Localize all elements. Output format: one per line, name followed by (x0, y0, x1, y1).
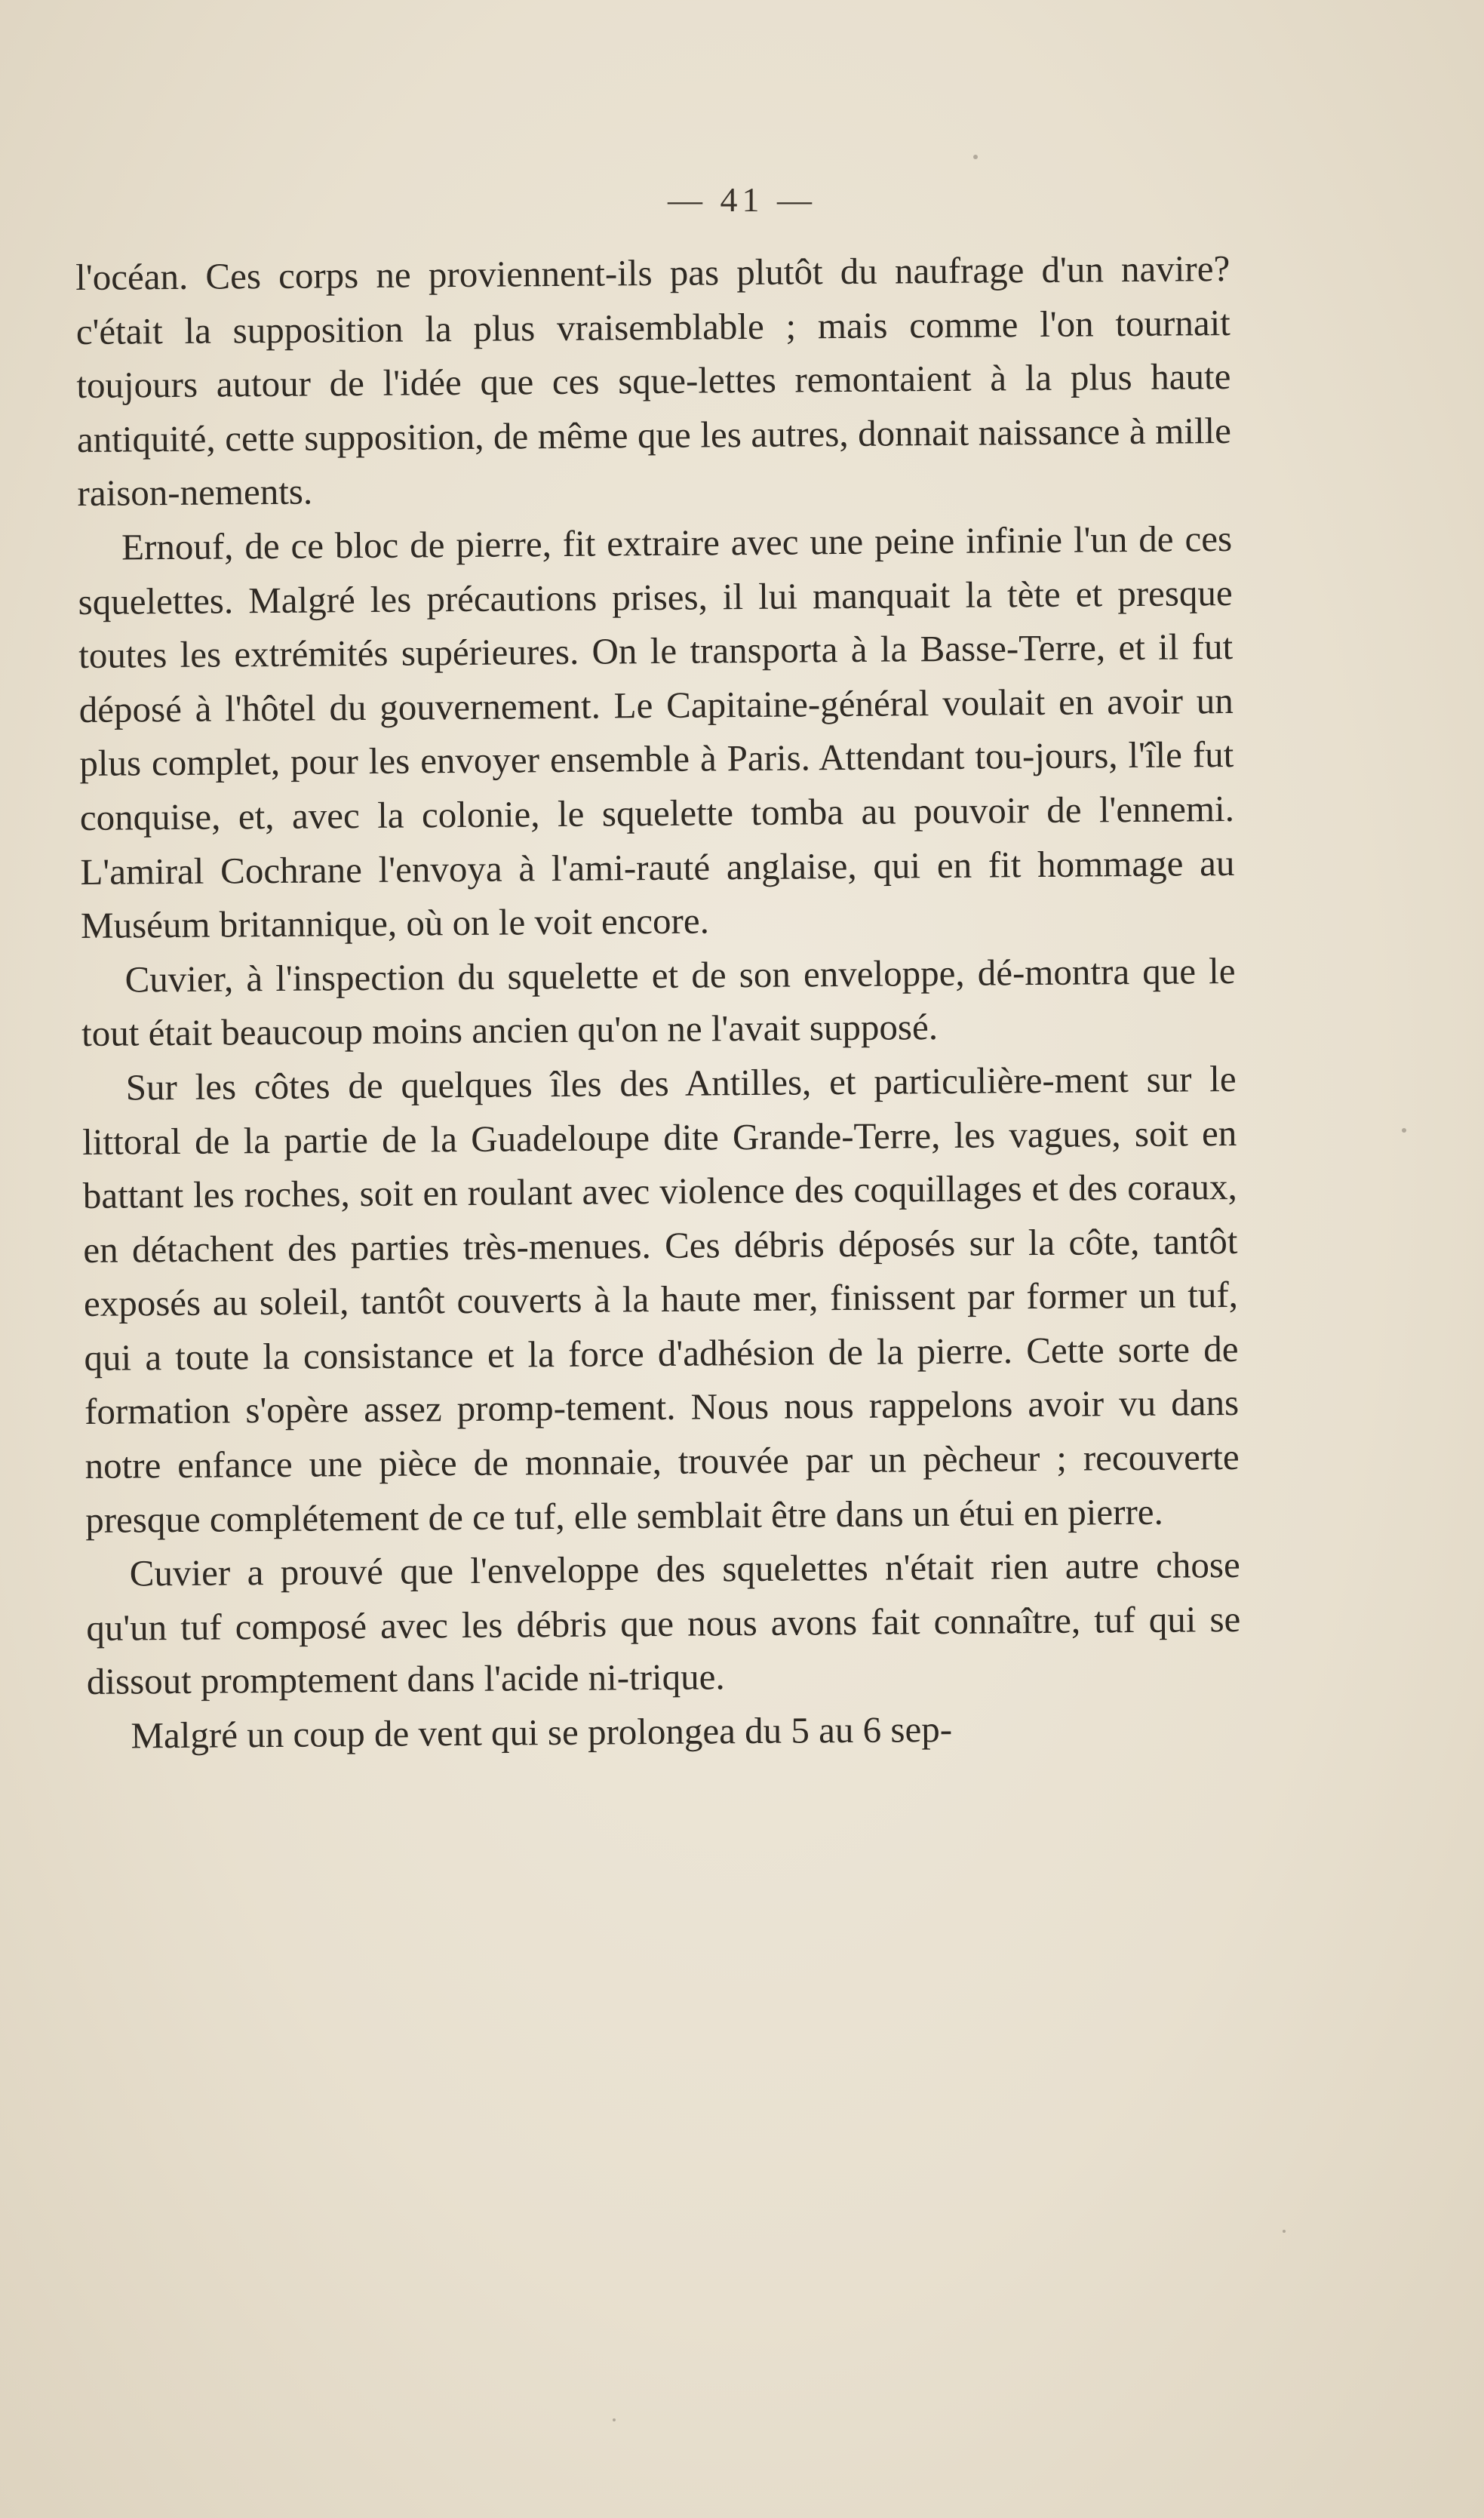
paragraph-continuation: l'océan. Ces corps ne proviennent-ils pas plutôt du naufrage d'un navire? c'était la supposition la plus vraisemblable ; mais comme l'on tournait toujours autour de l'idée que ces sque-lettes remontaient à la plus haute antiquité, cette supposition, de même que les autres, donnait naissance à mille raison-nements. (75, 247, 1232, 515)
paper-speck (613, 2418, 616, 2421)
paper-speck (1402, 1128, 1406, 1133)
paragraph: Sur les côtes de quelques îles des Antilles, et particulière-ment sur le littoral de la partie de la Guadeloupe dite Grande-Terre, les vagues, soit en battant les roches, soit en roulant avec violence des coquillages et des coraux, en détachent des parties très-menues. Ces débris déposés sur la côte, tantôt exposés au soleil, tantôt couverts à la haute mer, finissent par former un tuf, qui a toute la consistance et la force d'adhésion de la pierre. Cette sorte de formation s'opère assez promp-tement. Nous nous rappelons avoir vu dans notre enfance une pièce de monnaie, trouvée par un pècheur ; recouverte presque complétement de ce tuf, elle semblait être dans un étui en pierre. (82, 1057, 1240, 1541)
body-text (75, 241, 1242, 1763)
paragraph: Ernouf, de ce bloc de pierre, fit extraire avec une peine infinie l'un de ces squelettes. Malgré les précautions prises, il lui manquait la tète et presque toutes les extrémités supérieures. On le transporta à la Basse-Terre, et il fut déposé à l'hôtel du gouvernement. Le Capitaine-général voulait en avoir un plus complet, pour les envoyer ensemble à Paris. Attendant tou-jours, l'île fut conquise, et, avec la colonie, le squelette tomba au pouvoir de l'ennemi. L'amiral Cochrane l'envoya à l'ami-rauté anglaise, qui en fit hommage au Muséum britannique, où on le voit encore. (78, 517, 1235, 947)
page-number: — 41 — (668, 180, 816, 219)
paper-speck (1283, 2230, 1286, 2233)
paragraph: Cuvier a prouvé que l'enveloppe des squelettes n'était rien autre chose qu'un tuf composé avec les débris que nous avons fait connaître, tuf qui se dissout promptement dans l'acide ni-trique. (86, 1544, 1241, 1703)
paper-speck (973, 155, 978, 159)
paragraph: Malgré un coup de vent qui se prolongea du 5 au 6 sep- (131, 1708, 953, 1757)
paragraph: Cuvier, à l'inspection du squelette et de son enveloppe, dé-montra que le tout était beaucoup moins ancien qu'on ne l'avait supposé. (81, 949, 1236, 1055)
